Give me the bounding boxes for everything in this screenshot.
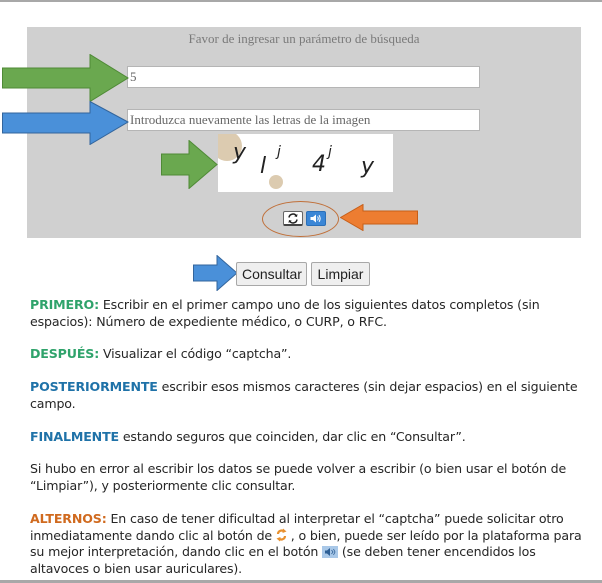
captcha-image — [218, 134, 393, 192]
blue-arrow-annotation — [2, 101, 129, 145]
audio-captcha-button[interactable] — [306, 211, 326, 226]
instruction-keyword: DESPUÉS — [30, 346, 95, 361]
captcha-char-sup: j — [328, 144, 332, 160]
captcha-char: 4 — [312, 152, 326, 177]
instruction-error-note — [30, 461, 585, 494]
green-arrow-annotation — [161, 140, 218, 189]
instruction-keyword-sep: : — [94, 346, 100, 361]
refresh-captcha-button[interactable] — [283, 211, 303, 226]
captcha-input[interactable] — [127, 109, 480, 131]
instruction-text: , o bien, puede ser leído por la plataforma para su mejor interpretación, dando clic en el botón — [30, 527, 582, 559]
instruction-alternos — [30, 511, 585, 577]
refresh-icon — [287, 213, 299, 224]
instruction-text: Si hubo en error al escribir los datos se puede volver a escribir (o bien usar el botón de “Limpiar”), y posteriormente clic consultar. — [30, 461, 567, 493]
instruction-keyword-sep: : — [101, 511, 107, 526]
captcha-char-sup: j — [277, 144, 281, 160]
consultar-button[interactable]: Consultar — [236, 262, 307, 286]
blue-arrow-annotation — [193, 255, 238, 291]
instruction-keyword: POSTERIORMENTE — [30, 379, 158, 394]
instruction-text: estando seguros que coinciden, dar clic en “Consultar”. — [118, 429, 466, 444]
green-arrow-annotation — [2, 54, 129, 102]
instruction-text: (se deben tener encendidos los altavoces o bien usar auriculares). — [30, 544, 536, 576]
instruction-finalmente — [30, 429, 585, 446]
instruction-text: Escribir en el primer campo uno de los siguientes datos completos (sin espacios): Número de expediente médico, o CURP, o RFC. — [30, 297, 540, 329]
top-divider — [0, 0, 602, 2]
instruction-text: En caso de tener dificultad al interpretar el “captcha” puede solicitar otro inmediatamente dando clic al botón de — [30, 511, 564, 543]
speaker-icon — [322, 546, 338, 558]
instruction-text: escribir esos mismos caracteres (sin dejar espacios) en el siguiente campo. — [30, 379, 578, 411]
captcha-char: y — [361, 154, 375, 179]
orange-arrow-annotation — [340, 204, 418, 231]
limpiar-button[interactable]: Limpiar — [311, 262, 370, 286]
captcha-noise-blob — [269, 175, 283, 189]
instruction-keyword-sep: : — [94, 297, 99, 312]
speaker-icon — [310, 214, 322, 223]
instruction-posteriormente — [30, 379, 585, 412]
instruction-keyword: ALTERNOS — [30, 511, 102, 526]
form-title: Favor de ingresar un parámetro de búsqueda — [188, 31, 420, 46]
captcha-char: l — [260, 154, 267, 179]
instruction-despues — [30, 346, 585, 363]
instruction-primero — [30, 297, 585, 330]
instruction-keyword: FINALMENTE — [30, 429, 119, 444]
instruction-text: Visualizar el código “captcha”. — [99, 346, 292, 361]
refresh-icon — [276, 528, 287, 542]
captcha-char: y — [233, 140, 247, 165]
search-parameter-input[interactable] — [127, 66, 480, 88]
instruction-keyword: PRIMERO — [30, 297, 95, 312]
